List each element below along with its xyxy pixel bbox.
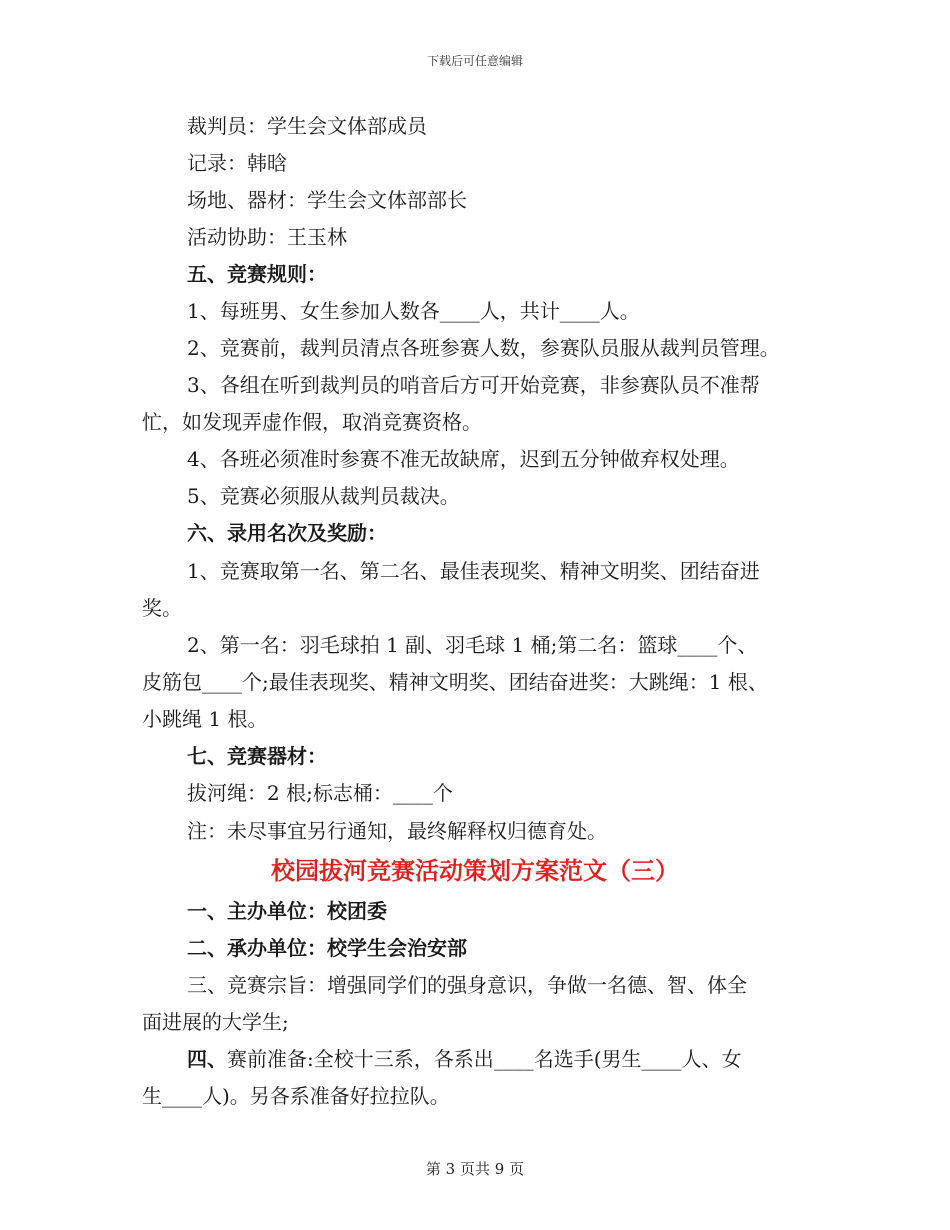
text-line: 面进展的大学生; bbox=[142, 1010, 289, 1034]
section-heading: 五、竞赛规则： bbox=[187, 262, 327, 286]
text-line: 4、各班必须准时参赛不准无故缺席，迟到五分钟做弃权处理。 bbox=[187, 447, 740, 471]
section-heading: 七、竞赛器材： bbox=[187, 744, 327, 768]
text-line: 活动协助：王玉林 bbox=[187, 225, 347, 249]
section-title: 校园拔河竞赛活动策划方案范文（三） bbox=[271, 856, 679, 885]
text-span: 赛前准备:全校十三系，各系出____名选手(男生____人、女 bbox=[227, 1047, 742, 1071]
page-footer: 第 3 页共 9 页 bbox=[425, 1160, 525, 1178]
section-heading: 二、承办单位：校学生会治安部 bbox=[187, 936, 467, 960]
text-line: 忙，如发现弄虚作假，取消竞赛资格。 bbox=[142, 410, 482, 434]
text-line: 场地、器材：学生会文体部部长 bbox=[187, 188, 467, 212]
text-line bbox=[187, 1046, 742, 1072]
page-header: 下载后可任意编辑 bbox=[426, 54, 523, 68]
section-heading: 一、主办单位：校团委 bbox=[187, 899, 387, 923]
text-line: 2、竞赛前，裁判员清点各班参赛人数，参赛队员服从裁判员管理。 bbox=[187, 336, 780, 360]
section-number: 四、 bbox=[187, 1047, 227, 1071]
text-line: 拔河绳：2 根;标志桶：____个 bbox=[187, 781, 453, 805]
text-line: 奖。 bbox=[142, 596, 182, 620]
text-line: 2、第一名：羽毛球拍 1 副、羽毛球 1 桶;第二名：篮球____个、 bbox=[187, 633, 758, 657]
section-heading: 六、录用名次及奖励： bbox=[187, 521, 387, 545]
text-line: 小跳绳 1 根。 bbox=[142, 707, 268, 731]
text-line: 裁判员：学生会文体部成员 bbox=[187, 114, 427, 138]
text-line: 记录：韩晗 bbox=[187, 151, 287, 175]
text-line: 三、竞赛宗旨：增强同学们的强身意识，争做一名德、智、体全 bbox=[187, 973, 747, 997]
text-line: 注：未尽事宜另行通知，最终解释权归德育处。 bbox=[187, 819, 607, 843]
text-line: 皮筋包____个;最佳表现奖、精神文明奖、团结奋进奖：大跳绳：1 根、 bbox=[142, 670, 768, 694]
text-line: 生____人)。另各系准备好拉拉队。 bbox=[142, 1084, 450, 1108]
text-line: 3、各组在听到裁判员的哨音后方可开始竞赛，非参赛队员不准帮 bbox=[187, 373, 760, 397]
text-line: 1、每班男、女生参加人数各____人，共计____人。 bbox=[187, 299, 640, 323]
text-line: 5、竞赛必须服从裁判员裁决。 bbox=[187, 484, 460, 508]
text-line: 1、竞赛取第一名、第二名、最佳表现奖、精神文明奖、团结奋进 bbox=[187, 559, 760, 583]
